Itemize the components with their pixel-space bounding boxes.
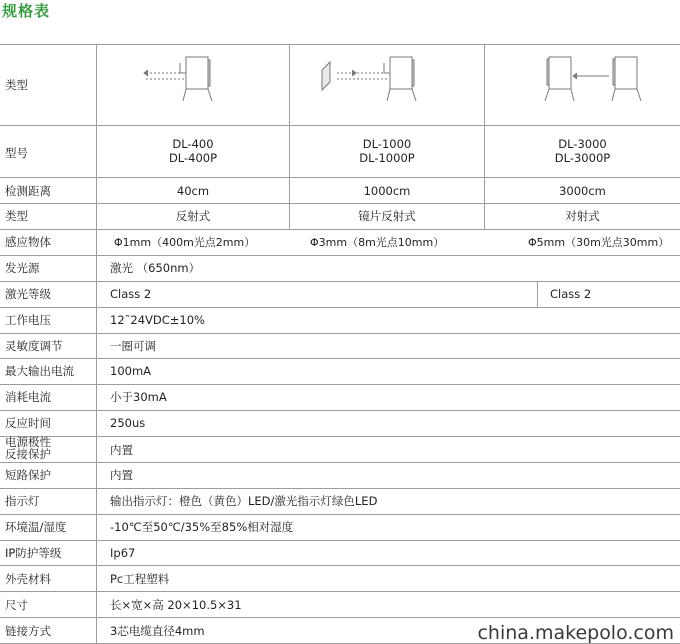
row-divider (0, 177, 680, 178)
row-label-type-diagram: 类型 (5, 78, 28, 92)
row-divider (0, 540, 680, 541)
row-label-housing: 外壳材料 (5, 572, 51, 586)
column-divider (537, 281, 538, 307)
row-divider (0, 281, 680, 282)
model-name: DL-3000 (558, 137, 607, 151)
model-name: DL-1000 (362, 137, 412, 151)
max-current-value: 100mA (110, 364, 152, 378)
row-divider (0, 410, 680, 411)
row-label-object: 感应物体 (5, 235, 51, 249)
sensitivity-value: 一圈可调 (110, 339, 156, 353)
voltage-value: 12˜24VDC±10% (110, 313, 205, 327)
row-label-laser-class: 激光等级 (5, 287, 51, 301)
row-label-model: 型号 (5, 146, 28, 160)
type-dl1000: 镜片反射式 (358, 209, 416, 223)
row-divider (0, 565, 680, 566)
laser-class-value-alt: Class 2 (550, 287, 592, 301)
row-divider (0, 591, 680, 592)
distance-dl400: 40cm (176, 184, 210, 198)
row-divider (0, 436, 680, 437)
model-name: DL-400 (172, 137, 214, 151)
row-label-source: 发光源 (5, 261, 40, 275)
indicator-value: 输出指示灯：橙色（黄色）LED/激光指示灯绿色LED (110, 494, 378, 508)
label-column-divider (96, 44, 97, 643)
watermark: china.makepolo.com (477, 622, 674, 644)
connection-value: 3芯电缆直径4mm (110, 624, 205, 638)
response-value: 250us (110, 416, 146, 430)
row-divider (0, 203, 680, 204)
row-divider (0, 488, 680, 489)
distance-dl1000: 1000cm (363, 184, 411, 198)
object-dl400: Φ1mm（400m光点2mm） (114, 236, 256, 249)
laser-class-value: Class 2 (110, 287, 152, 301)
object-dl1000: Φ3mm（8m光点10mm） (310, 236, 445, 249)
row-divider (0, 255, 680, 256)
polarity-value: 内置 (110, 443, 133, 457)
model-dl400 (97, 137, 289, 165)
row-label-environment: 环境温/湿度 (5, 520, 67, 534)
row-divider (0, 229, 680, 230)
model-name-p: DL-1000P (359, 151, 415, 165)
row-label-response: 反应时间 (5, 416, 51, 430)
row-label-connection: 链接方式 (5, 624, 51, 638)
consumption-value: 小于30mA (110, 390, 167, 404)
row-divider (0, 358, 680, 359)
reflective-sensor-diagram (98, 45, 288, 125)
row-label-short-circuit: 短路保护 (5, 468, 51, 482)
model-name-p: DL-400P (168, 151, 218, 165)
object-dl3000: Φ5mm（30m光点30mm） (528, 236, 670, 249)
distance-dl3000: 3000cm (559, 184, 606, 198)
size-value: 长×宽×高 20×10.5×31 (110, 598, 242, 612)
row-divider (0, 617, 680, 618)
row-label-type: 类型 (5, 209, 28, 223)
model-dl3000 (485, 137, 680, 165)
row-label-consumption: 消耗电流 (5, 390, 51, 404)
type-dl3000: 对射式 (565, 209, 600, 223)
row-divider (0, 307, 680, 308)
row-label-polarity-line1: 电源极性 (5, 435, 51, 449)
row-divider (0, 384, 680, 385)
source-value: 激光 （650nm） (110, 261, 201, 275)
row-label-max-current: 最大输出电流 (5, 364, 74, 378)
row-label-size: 尺寸 (5, 598, 28, 612)
row-label-indicator: 指示灯 (5, 494, 40, 508)
short-circuit-value: 内置 (110, 468, 133, 482)
row-label-sensitivity: 灵敏度调节 (5, 339, 63, 353)
mirror-reflective-sensor-diagram (292, 45, 482, 125)
row-label-distance: 检测距离 (5, 184, 51, 198)
environment-value: -10℃至50℃/35%至85%相对湿度 (110, 520, 294, 534)
housing-value: Pc工程塑料 (110, 572, 170, 586)
ip-value: Ip67 (110, 546, 136, 560)
row-divider (0, 462, 680, 463)
row-label-voltage: 工作电压 (5, 313, 51, 327)
row-divider (0, 125, 680, 126)
row-label-polarity (5, 436, 51, 460)
page-title: 规格表 (2, 2, 51, 20)
through-beam-sensor-diagram (487, 45, 677, 125)
type-dl400: 反射式 (175, 209, 211, 223)
row-label-polarity-line2: 反接保护 (5, 447, 51, 461)
model-dl1000 (290, 137, 484, 165)
model-name-p: DL-3000P (554, 151, 611, 165)
row-divider (0, 333, 680, 334)
row-divider (0, 514, 680, 515)
row-label-ip: IP防护等级 (5, 546, 62, 560)
